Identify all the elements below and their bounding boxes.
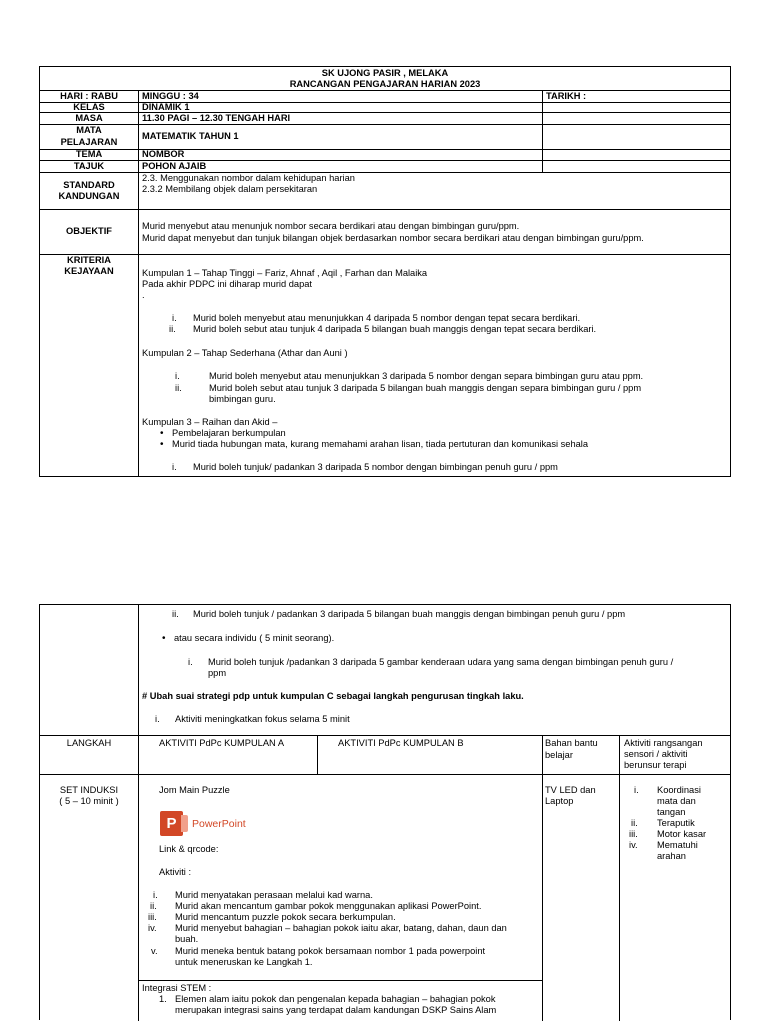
puzzle-title: Jom Main Puzzle [159, 785, 230, 795]
bahan-header: Bahan bantu [545, 738, 598, 748]
tajuk-value: POHON AJAIB [142, 161, 207, 171]
list-item: Murid menyebut bahagian – bahagian pokok iaitu akar, batang, dahan, daun dan [175, 923, 507, 933]
tajuk-label: TAJUK [73, 161, 105, 171]
terapi-item-continued: arahan [657, 851, 686, 861]
lesson-plan-page-1 [39, 66, 731, 477]
lesson-plan-page-2 [39, 604, 731, 1020]
bahan-value-2: Laptop [545, 796, 574, 806]
column-divider [138, 605, 139, 1021]
column-divider [138, 90, 139, 476]
list-item-continued: bimbingan guru. [209, 394, 276, 404]
list-number: i. [155, 714, 160, 724]
terapi-item-continued: tangan [657, 807, 686, 817]
powerpoint-logo [160, 811, 246, 836]
powerpoint-icon: P [160, 811, 183, 836]
list-item-continued: untuk meneruskan ke Langkah 1. [175, 957, 313, 967]
list-number: ii. [150, 901, 157, 911]
terapi-item: Mematuhi [657, 840, 698, 850]
list-item: Murid boleh tunjuk/ padankan 3 daripada 5 nombor dengan bimbingan penuh guru / ppm [193, 462, 558, 472]
bullet-item: • Pembelajaran berkumpulan [172, 428, 286, 439]
set-induksi-time: ( 5 – 10 minit ) [59, 796, 119, 806]
kumpulan-b-header: AKTIVITI PdPc KUMPULAN B [338, 738, 464, 748]
aktiviti-label: Aktiviti : [159, 867, 192, 877]
list-number: i. [175, 371, 180, 381]
list-number: ii. [169, 324, 176, 334]
bullet-item: • Murid tiada hubungan mata, kurang memahami arahan lisan, tiada pertuturan dan komunikasi sehala [172, 439, 588, 450]
aktiviti-header-3: berunsur terapi [624, 760, 687, 770]
list-number: 1. [159, 994, 167, 1004]
set-induksi-label: SET INDUKSI [59, 785, 119, 795]
row-divider [138, 980, 542, 981]
list-number: iii. [629, 829, 638, 839]
objektif-line: Murid dapat menyebut dan tunjuk bilangan objek berdasarkan nombor secara berdikari atau dengan bimbingan guru/ppm. [142, 233, 644, 243]
kumpulan-2-title: Kumpulan 2 – Tahap Sederhana (Athar dan Auni ) [142, 348, 348, 358]
tema-value: NOMBOR [142, 149, 185, 159]
list-number: v. [151, 946, 158, 956]
mata-pelajaran-label-2: PELAJARAN [60, 137, 118, 147]
kumpulan-3-title: Kumpulan 3 – Raihan dan Akid – [142, 417, 278, 427]
link-qrcode-label: Link & qrcode: [159, 844, 219, 854]
list-item: Murid boleh menyebut atau menunjukkan 3 daripada 5 nombor dengan separa bimbingan guru atau ppm. [209, 371, 644, 381]
list-number: iv. [629, 840, 638, 850]
kriteria-label-2: KEJAYAAN [64, 266, 114, 276]
terapi-item: Motor kasar [657, 829, 707, 839]
standard-label: STANDARD [63, 180, 115, 190]
mata-pelajaran-label: MATA [76, 125, 102, 135]
list-item: Murid akan mencantum gambar pokok menggunakan aplikasi PowerPoint. [175, 901, 482, 911]
list-item-continued: ppm [208, 668, 227, 678]
langkah-header: LANGKAH [66, 738, 112, 748]
bahan-header-2: belajar [545, 750, 573, 760]
kumpulan-1-title: Kumpulan 1 – Tahap Tinggi – Fariz, Ahnaf , Aqil , Farhan dan Malaika [142, 268, 428, 278]
tema-label: TEMA [75, 149, 103, 159]
hari-label: HARI : RABU [60, 91, 118, 101]
document-title: RANCANGAN PENGAJARAN HARIAN 2023 [289, 79, 481, 89]
column-divider [542, 90, 543, 172]
standard-line: 2.3. Menggunakan nombor dalam kehidupan harian [142, 173, 355, 183]
aktiviti-header: Aktiviti rangsangan [624, 738, 703, 748]
list-number: i. [188, 657, 193, 667]
column-divider [542, 735, 543, 1021]
powerpoint-wordmark: PowerPoint [192, 817, 246, 830]
list-item: Elemen alam iaitu pokok dan pengenalan kepada bahagian – bahagian pokok [175, 994, 496, 1004]
list-number: ii. [175, 383, 182, 393]
kriteria-label: KRITERIA [67, 255, 111, 265]
list-item: Murid boleh tunjuk / padankan 3 daripada 5 bilangan buah manggis dengan bimbingan penuh guru / ppm [193, 609, 626, 619]
row-divider [40, 735, 730, 736]
list-number: i. [172, 313, 177, 323]
kumpulan-1-dot: . [142, 290, 145, 300]
column-divider [619, 735, 620, 1021]
list-item: Murid boleh tunjuk /padankan 3 daripada 5 gambar kenderaan udara yang sama dengan bimbingan penuh guru / [208, 657, 674, 667]
objektif-label: OBJEKTIF [66, 226, 112, 236]
strategy-note: # Ubah suai strategi pdp untuk kumpulan C sebagai langkah pengurusan tingkah laku. [142, 691, 524, 701]
list-number: ii. [631, 818, 638, 828]
kumpulan-a-header: AKTIVITI PdPc KUMPULAN A [159, 738, 285, 748]
bullet-item: • atau secara individu ( 5 minit seorang). [174, 633, 334, 644]
kumpulan-1-intro: Pada akhir PDPC ini diharap murid dapat [142, 279, 313, 289]
list-item: Murid mencantum puzzle pokok secara berkumpulan. [175, 912, 396, 922]
masa-label: MASA [75, 113, 103, 123]
minggu-value: MINGGU : 34 [142, 91, 199, 101]
school-name: SK UJONG PASIR , MELAKA [321, 68, 449, 78]
masa-value: 11.30 PAGI – 12.30 TENGAH HARI [142, 113, 291, 123]
list-number: i. [634, 785, 639, 795]
list-item: Murid boleh sebut atau tunjuk 4 daripada 5 bilangan buah manggis dengan tepat secara berdikari. [193, 324, 597, 334]
list-number: iv. [148, 923, 157, 933]
list-number: ii. [172, 609, 179, 619]
aktiviti-header-2: sensori / aktiviti [624, 749, 688, 759]
standard-label-2: KANDUNGAN [58, 191, 120, 201]
list-number: i. [172, 462, 177, 472]
list-item-continued: merupakan integrasi sains yang terdapat dalam kandungan DSKP Sains Alam [175, 1005, 497, 1015]
column-divider [317, 735, 318, 774]
row-divider [40, 254, 730, 255]
objektif-line: Murid menyebut atau menunjuk nombor secara berdikari atau dengan bimbingan guru/ppm. [142, 221, 520, 231]
list-item: Murid meneka bentuk batang pokok bersamaan nombor 1 pada powerpoint [175, 946, 486, 956]
standard-line: 2.3.2 Membilang objek dalam persekitaran [142, 184, 318, 194]
row-divider [40, 124, 730, 125]
kelas-label: KELAS [73, 102, 105, 112]
row-divider [40, 209, 730, 210]
terapi-item-continued: mata dan [657, 796, 696, 806]
bahan-value: TV LED dan [545, 785, 596, 795]
mata-pelajaran-value: MATEMATIK TAHUN 1 [142, 131, 239, 141]
stem-title: Integrasi STEM : [142, 983, 212, 993]
list-item: Murid boleh menyebut atau menunjukkan 4 daripada 5 nombor dengan tepat secara berdikari. [193, 313, 581, 323]
kelas-value: DINAMIK 1 [142, 102, 190, 112]
list-item-continued: buah. [175, 934, 199, 944]
list-number: iii. [148, 912, 157, 922]
row-divider [40, 774, 730, 775]
terapi-item: Teraputik [657, 818, 695, 828]
list-item: Murid menyatakan perasaan melalui kad warna. [175, 890, 373, 900]
list-item: Aktiviti meningkatkan fokus selama 5 minit [175, 714, 350, 724]
terapi-item: Koordinasi [657, 785, 701, 795]
tarikh-label: TARIKH : [546, 91, 587, 101]
list-number: i. [153, 890, 158, 900]
list-item: Murid boleh sebut atau tunjuk 3 daripada 5 bilangan buah manggis dengan separa bimbingan guru / ppm [209, 383, 642, 393]
